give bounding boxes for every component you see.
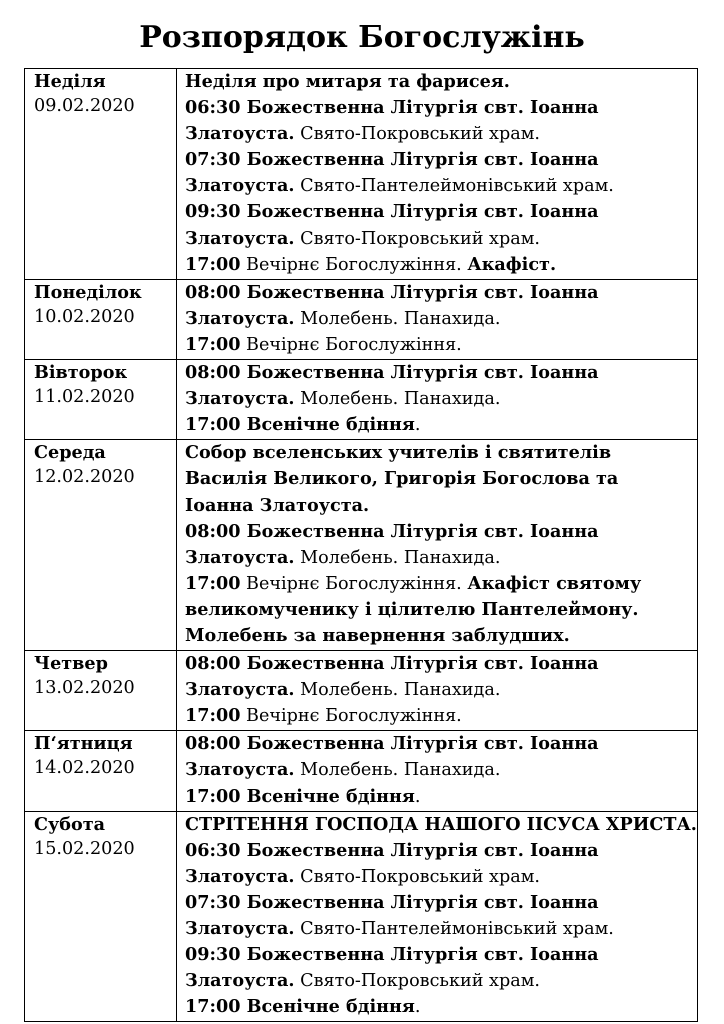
schedule-row xyxy=(25,440,698,651)
service-text-bold: Златоуста. xyxy=(185,123,295,145)
page-title: Розпорядок Богослужінь xyxy=(139,20,585,55)
day-date: 15.02.2020 xyxy=(34,838,135,859)
service-text: Молебень. Панахида. xyxy=(294,680,501,701)
service-line xyxy=(185,942,697,968)
services-cell xyxy=(177,440,698,651)
service-line xyxy=(185,386,697,412)
service-text-bold: 17:00 Всенічне бдіння xyxy=(185,996,415,1018)
service-text-bold: Златоуста. xyxy=(185,918,295,939)
service-text: Свято-Пантелеймонівський храм. xyxy=(294,919,614,939)
service-text: Молебень. Панахида. xyxy=(294,389,501,410)
service-text-bold: Златоуста. xyxy=(185,175,295,197)
service-line xyxy=(185,890,697,916)
service-text-bold: Златоуста. xyxy=(185,546,295,568)
service-text-bold: Златоуста. xyxy=(185,865,295,887)
service-line xyxy=(185,571,697,597)
day-cell xyxy=(25,69,177,280)
service-line xyxy=(185,280,697,306)
service-text-bold: Златоуста. xyxy=(185,970,295,992)
service-line xyxy=(185,226,697,252)
day-date: 12.02.2020 xyxy=(34,467,135,488)
services-cell xyxy=(177,69,698,280)
day-name: Вівторок xyxy=(34,362,128,384)
service-text: Вечірнє Богослужіння. xyxy=(240,706,462,727)
service-line xyxy=(185,784,697,810)
service-text-bold: 08:00 Божественна Літургія свт. Іоанна xyxy=(185,520,599,542)
service-text-bold: Василія Великого, Григорія Богослова та xyxy=(185,468,619,490)
day-date: 09.02.2020 xyxy=(34,96,135,117)
services-cell xyxy=(177,811,698,1022)
service-line xyxy=(185,519,697,545)
day-date: 10.02.2020 xyxy=(34,306,135,327)
service-text: Молебень. Панахида. xyxy=(294,760,501,781)
service-text-bold: 17:00 xyxy=(185,705,241,727)
day-date: 11.02.2020 xyxy=(34,387,135,408)
service-line xyxy=(185,916,697,942)
service-text-bold: Златоуста. xyxy=(185,759,295,781)
service-text-bold: Златоуста. xyxy=(185,227,295,249)
service-text: Свято-Покровський храм. xyxy=(294,124,540,145)
service-text: Вечірнє Богослужіння. xyxy=(240,573,468,594)
service-text-bold: Златоуста. xyxy=(185,307,295,329)
service-text-bold: 06:30 Божественна Літургія свт. Іоанна xyxy=(185,839,599,861)
service-line xyxy=(185,466,697,492)
service-line xyxy=(185,968,697,994)
service-text: Молебень. Панахида. xyxy=(294,308,501,329)
schedule-row xyxy=(25,360,698,440)
service-line xyxy=(185,147,697,173)
day-name: Понеділок xyxy=(34,281,142,303)
services-cell xyxy=(177,651,698,731)
schedule-row xyxy=(25,279,698,359)
day-name: Четвер xyxy=(34,653,108,675)
service-line xyxy=(185,812,697,838)
day-name: Субота xyxy=(34,813,106,835)
service-line xyxy=(185,360,697,386)
day-name: П‘ятниця xyxy=(34,733,133,755)
service-text-bold: Собор вселенських учителів і святителів xyxy=(185,442,612,464)
day-cell xyxy=(25,651,177,731)
service-line xyxy=(185,69,697,95)
service-text-bold: Неділя про митаря та фарисея. xyxy=(185,71,510,92)
schedule-row xyxy=(25,731,698,811)
day-date: 13.02.2020 xyxy=(34,678,135,699)
service-line xyxy=(185,306,697,332)
service-text-bold: Акафіст. xyxy=(467,253,557,275)
service-text: Свято-Покровський храм. xyxy=(294,228,540,249)
service-line xyxy=(185,677,697,703)
service-text-bold: Молебень за навернення заблудших. xyxy=(185,624,570,646)
service-line xyxy=(185,545,697,571)
day-name: Середа xyxy=(34,442,106,464)
service-text-bold: Златоуста. xyxy=(185,388,295,410)
service-text: . xyxy=(414,997,421,1018)
day-date: 14.02.2020 xyxy=(34,758,135,779)
schedule-row xyxy=(25,811,698,1022)
service-text-bold: 08:00 Божественна Літургія свт. Іоанна xyxy=(185,653,599,675)
service-text-bold: Іоанна Златоуста. xyxy=(185,494,370,516)
service-text-bold: Акафіст святому xyxy=(467,572,642,594)
service-line xyxy=(185,173,697,199)
service-line xyxy=(185,838,697,864)
service-text-bold: СТРІТЕННЯ ГОСПОДА НАШОГО ІІСУСА ХРИСТА. xyxy=(185,813,697,835)
day-name: Неділя xyxy=(34,71,106,92)
service-text: Свято-Покровський храм. xyxy=(294,971,540,992)
service-text-bold: 17:00 xyxy=(185,333,241,355)
service-text-bold: 08:00 Божественна Літургія свт. Іоанна xyxy=(185,281,599,303)
service-text-bold: 08:00 Божественна Літургія свт. Іоанна xyxy=(185,362,599,384)
service-line xyxy=(185,864,697,890)
day-cell xyxy=(25,440,177,651)
service-text-bold: 17:00 Всенічне бдіння xyxy=(185,785,415,807)
service-text-bold: 17:00 Всенічне бдіння xyxy=(185,414,415,436)
schedule-row xyxy=(25,651,698,731)
day-cell xyxy=(25,360,177,440)
service-text-bold: 06:30 Божественна Літургія свт. Іоанна xyxy=(185,97,599,119)
services-cell xyxy=(177,279,698,359)
service-text-bold: великомученику і цілителю Пантелеймону. xyxy=(185,598,639,620)
service-line xyxy=(185,252,697,278)
service-text-bold: 17:00 xyxy=(185,572,241,594)
service-text-bold: 07:30 Божественна Літургія свт. Іоанна xyxy=(185,149,599,171)
day-cell xyxy=(25,811,177,1022)
service-line xyxy=(185,703,697,729)
services-cell xyxy=(177,731,698,811)
service-line xyxy=(185,757,697,783)
service-text: . xyxy=(414,786,421,807)
service-line xyxy=(185,199,697,225)
day-cell xyxy=(25,731,177,811)
service-text: Вечірнє Богослужіння. xyxy=(240,254,468,275)
service-text: Вечірнє Богослужіння. xyxy=(240,334,462,355)
service-line xyxy=(185,994,697,1020)
day-cell xyxy=(25,279,177,359)
service-text-bold: 08:00 Божественна Літургія свт. Іоанна xyxy=(185,733,599,755)
services-cell xyxy=(177,360,698,440)
service-line xyxy=(185,440,697,466)
service-line xyxy=(185,651,697,677)
service-text-bold: 07:30 Божественна Літургія свт. Іоанна xyxy=(185,891,599,913)
service-line xyxy=(185,597,697,623)
schedule-body xyxy=(25,69,698,1022)
service-text-bold: 09:30 Божественна Літургія свт. Іоанна xyxy=(185,201,599,223)
service-text: Свято-Пантелеймонівський храм. xyxy=(294,176,614,197)
service-line xyxy=(185,332,697,358)
service-text: Свято-Покровський храм. xyxy=(294,866,540,887)
service-line xyxy=(185,731,697,757)
service-line xyxy=(185,412,697,438)
service-line xyxy=(185,95,697,121)
schedule-row xyxy=(25,69,698,280)
service-line xyxy=(185,623,697,649)
service-line xyxy=(185,493,697,519)
service-line xyxy=(185,121,697,147)
service-text: Молебень. Панахида. xyxy=(294,547,501,568)
service-text-bold: 09:30 Божественна Літургія свт. Іоанна xyxy=(185,944,599,966)
service-text-bold: 17:00 xyxy=(185,253,241,275)
service-text-bold: Златоуста. xyxy=(185,679,295,701)
schedule-table xyxy=(24,68,698,1022)
service-text: . xyxy=(414,415,421,436)
